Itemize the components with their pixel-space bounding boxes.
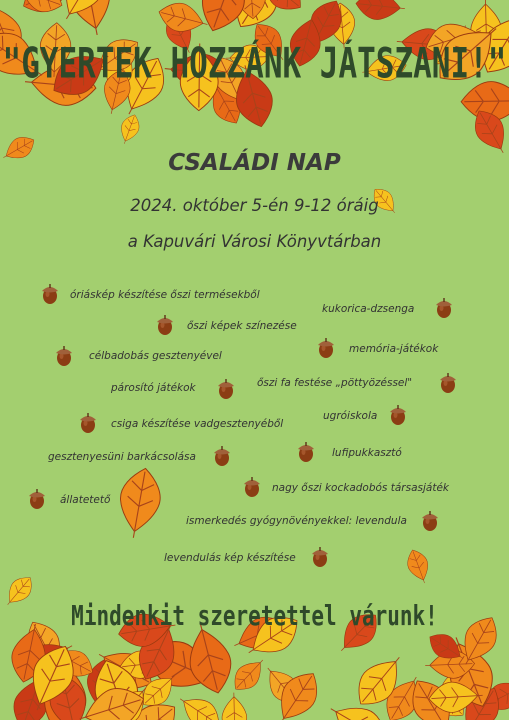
closing-message: Mindenkit szeretettel várunk! [71, 600, 438, 632]
activity-item: őszi fa festése „pöttyözéssel" [257, 377, 413, 389]
activity-item: levendulás kép készítése [164, 552, 296, 564]
acorn-icon [27, 488, 47, 510]
autumn-leaf-icon [403, 547, 434, 587]
activity-item: párosító játékok [111, 382, 196, 394]
activity-item: célbadobás gesztenyével [89, 350, 222, 362]
acorn-icon [316, 337, 336, 359]
event-name: CSALÁDI NAP [168, 150, 341, 176]
activity-item: ugróiskola [323, 410, 378, 422]
acorn-icon [212, 445, 232, 467]
activity-item: óriáskép készítése őszi termésekből [70, 289, 260, 301]
autumn-leaf-icon [221, 692, 247, 720]
autumn-leaf-icon [114, 465, 165, 541]
acorn-icon [420, 510, 440, 532]
activity-item: gesztenyesüni barkácsolása [48, 451, 196, 463]
acorn-icon [388, 404, 408, 426]
acorn-icon [434, 297, 454, 319]
event-venue: a Kapuvári Városi Könyvtárban [127, 232, 382, 251]
poster-title: "GYERTEK HOZZÁNK JÁTSZANI!" [2, 39, 507, 89]
autumn-leaf-icon [116, 112, 143, 147]
activity-item: kukorica-dzsenga [322, 303, 415, 315]
autumn-leaf-icon [14, 0, 66, 17]
acorn-icon [242, 476, 262, 498]
acorn-icon [310, 546, 330, 568]
activity-item: nagy őszi kockadobós társasjáték [272, 482, 449, 494]
acorn-icon [40, 283, 60, 305]
acorn-icon [155, 314, 175, 336]
acorn-icon [216, 378, 236, 400]
autumn-leaf-icon [355, 0, 407, 22]
autumn-leaf-icon [227, 652, 270, 696]
acorn-icon [296, 441, 316, 463]
event-date: 2024. október 5-én 9-12 óráig [130, 196, 379, 215]
activity-item: lufipukkasztó [332, 447, 402, 459]
acorn-icon [54, 345, 74, 367]
acorn-icon [78, 412, 98, 434]
activity-item: őszi képek színezése [187, 320, 297, 332]
activity-item: ismerkedés gyógynövényekkel: levendula [186, 515, 407, 527]
activity-item: memória-játékok [349, 343, 439, 355]
activity-item: csiga készítése vadgesztenyéből [111, 418, 284, 430]
acorn-icon [438, 372, 458, 394]
activity-item: állatetető [60, 494, 111, 506]
